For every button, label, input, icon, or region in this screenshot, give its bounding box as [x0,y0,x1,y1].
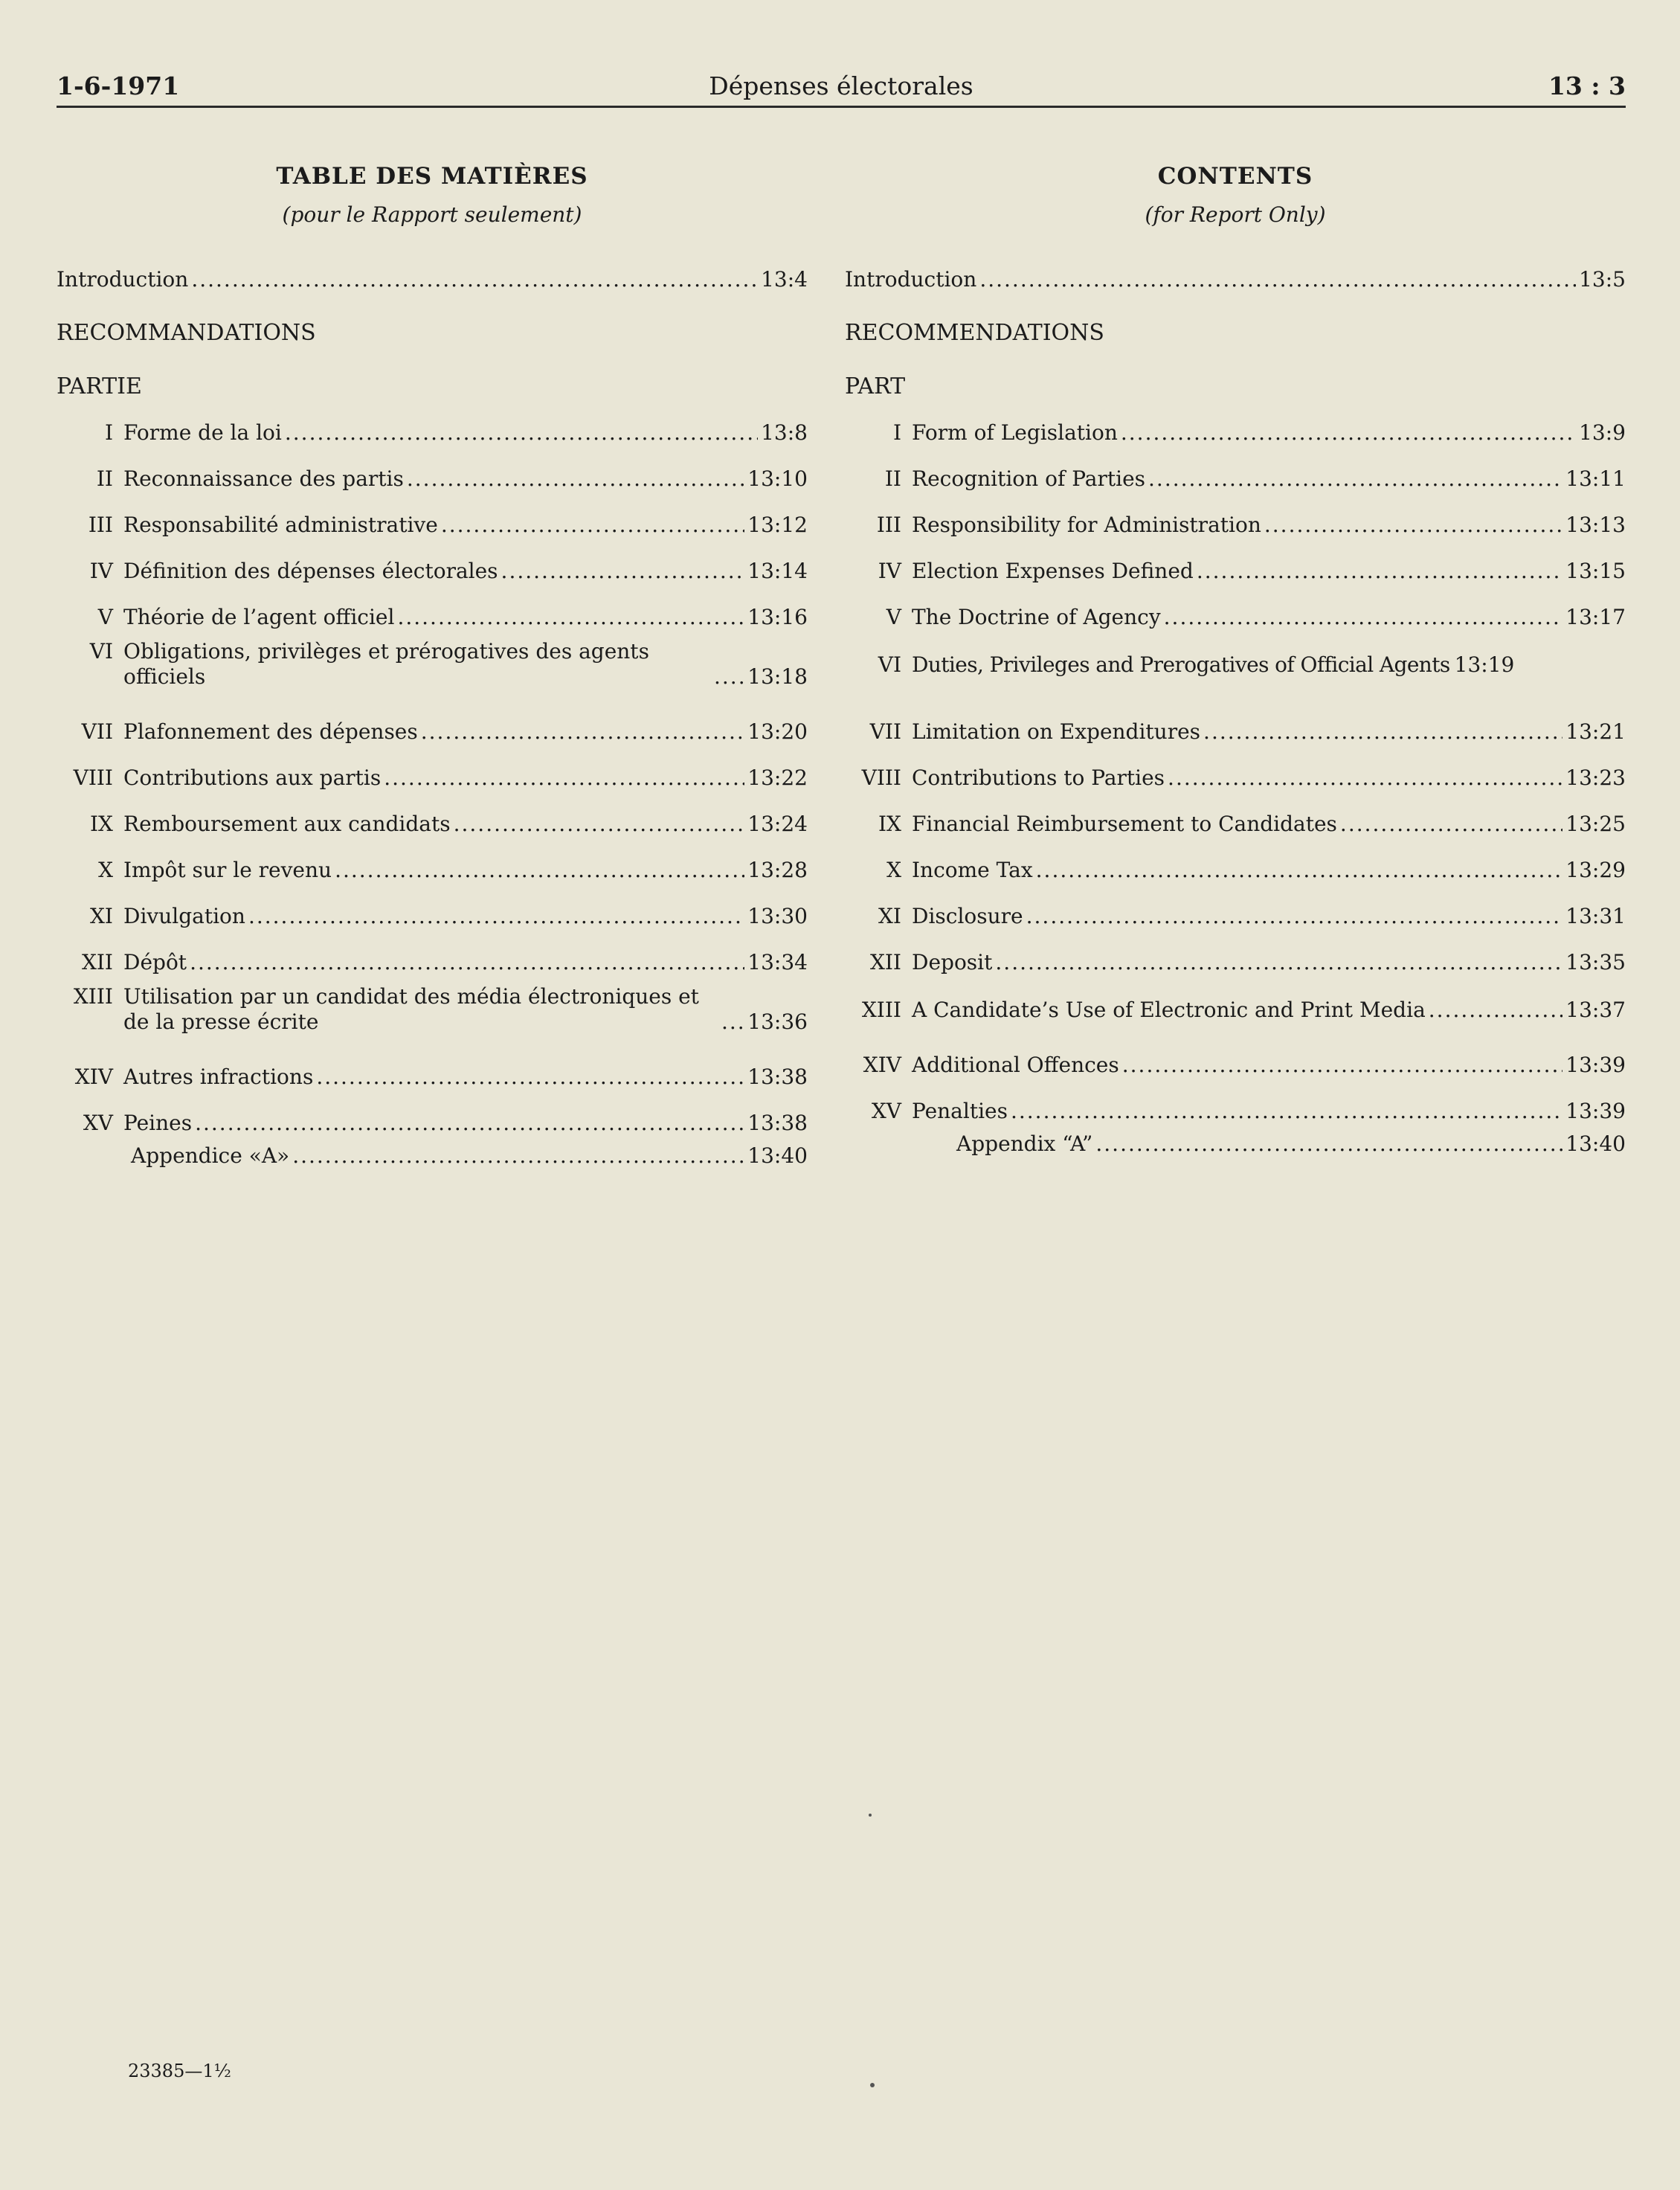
toc-entry-label: Divulgation [123,904,245,928]
section-label-recommendations: RECOMMANDATIONS [57,320,316,346]
leader-dots [441,513,744,538]
part-number: VIII [73,765,113,790]
scan-speck [870,2083,875,2087]
toc-entry-label: Introduction [57,267,189,292]
toc-entry-part-3 [845,492,1626,538]
toc-entry-page: 13:5 [1579,267,1626,292]
part-number: VII [81,719,113,744]
toc-entry-page: 13:14 [747,559,808,583]
toc-entry-page: 13:38 [747,1111,808,1135]
toc-entry-label: Duties, Privileges and Prerogatives of Official Agents [912,652,1450,677]
toc-entry-page: 13:15 [1565,559,1626,583]
toc-entry-label: Additional Offences [912,1053,1119,1077]
toc-entry-label: Recognition of Parties [912,466,1146,491]
leader-dots [190,950,744,975]
leader-dots [1026,904,1563,929]
toc-entry-label: Introduction [845,267,977,292]
toc-entry-part-15 [845,1078,1626,1124]
section-label-part: PART [845,373,906,399]
leader-dots [1168,765,1562,791]
toc-entry-page: 13:20 [747,719,808,744]
leader-dots [1340,812,1562,837]
toc-entry-page: 13:11 [1565,466,1626,491]
part-number: XIII [73,984,113,1009]
toc-entry-label: Obligations, privilèges et prérogatives des agents officiels [123,639,649,689]
toc-entry-page: 13:18 [747,664,808,689]
toc-entry-page: 13:22 [747,765,808,790]
part-number: I [104,420,113,445]
part-number: XII [81,950,113,974]
toc-entry-label: Reconnaissance des partis [123,466,404,491]
toc-column-english [845,160,1626,1157]
toc-entry-part-2 [57,446,808,492]
toc-entry-part-8 [57,745,808,791]
toc-entry-part-1 [57,399,808,446]
part-number: III [88,513,113,537]
leader-dots [384,765,744,791]
toc-entry-label: Disclosure [912,904,1023,928]
toc-entry-page: 13:12 [747,513,808,537]
toc-entry-part-13 [845,975,1626,1044]
toc-entry-part-9 [57,791,808,837]
leader-dots [195,1111,744,1136]
toc-entry-part-6 [57,630,808,699]
toc-entry-page: 13:25 [1565,812,1626,836]
toc-entry-appendix [845,1124,1626,1157]
toc-entry-label: Contributions aux partis [123,765,382,790]
leader-dots [1429,998,1563,1023]
toc-entry-label: Appendix “A” [956,1131,1093,1156]
part-number: XIV [74,1065,113,1089]
toc-entry-part-14 [845,1044,1626,1078]
toc-entry-label: Autres infractions [123,1065,314,1089]
leader-dots [285,420,758,446]
toc-entry-introduction [845,245,1626,292]
toc-entry-part-13 [57,975,808,1044]
toc-entry-page: 13:4 [761,267,808,292]
toc-entry-label: Responsabilité administrative [123,513,438,537]
toc-entry-appendix [57,1136,808,1169]
part-number: VIII [861,765,901,790]
leader-dots [421,719,745,745]
toc-entry-page: 13:23 [1565,765,1626,790]
toc-column-french [57,160,808,1169]
toc-entry-page: 13:16 [747,605,808,629]
toc-entry-label: Income Tax [912,858,1033,882]
leader-dots [292,1143,744,1169]
toc-entry-page: 13:8 [761,420,808,445]
part-number: V [886,605,901,629]
toc-entry-label: Election Expenses Defined [912,559,1194,583]
toc-entry-part-5 [57,584,808,630]
section-label-part: PARTIE [57,373,142,399]
section-label-recommendations: RECOMMENDATIONS [845,320,1104,346]
part-number: IV [878,559,901,583]
toc-entry-page: 13:34 [747,950,808,974]
header-date: 1-6-1971 [57,71,180,100]
leader-dots [714,664,744,690]
part-number: VII [869,719,901,744]
toc-entry-page: 13:13 [1565,513,1626,537]
toc-entry-part-10 [845,837,1626,883]
toc-entry-page: 13:37 [1565,998,1626,1022]
toc-entry-part-14 [57,1044,808,1090]
part-number: XIII [861,998,901,1022]
leader-dots [1148,466,1562,492]
part-number: III [876,513,901,537]
header-rule [57,106,1626,108]
toc-entry-label: Dépôt [123,950,187,974]
toc-entry-part-12 [845,929,1626,975]
toc-entry-label: Peines [123,1111,193,1135]
toc-entry-label: Forme de la loi [123,420,282,445]
header-page-number: 13 : 3 [1548,71,1626,100]
toc-entry-page: 13:28 [747,858,808,882]
toc-entry-part-8 [845,745,1626,791]
toc-entry-part-3 [57,492,808,538]
part-number: IX [878,812,901,836]
toc-entry-page: 13:39 [1565,1053,1626,1077]
part-number: VI [89,639,113,664]
toc-entry-label: Contributions to Parties [912,765,1165,790]
toc-entry-label: Impôt sur le revenu [123,858,332,882]
toc-entry-page: 13:24 [747,812,808,836]
part-number: II [96,466,113,491]
part-number: V [97,605,113,629]
toc-entry-label: Définition des dépenses électorales [123,559,498,583]
toc-entry-label: Appendice «A» [131,1143,290,1168]
leader-dots [1164,605,1563,630]
header-title: Dépenses électorales [709,71,973,100]
leader-dots [1197,559,1562,584]
footer-print-code: 23385—1½ [128,2061,231,2081]
toc-entry-page: 13:9 [1579,420,1626,445]
toc-entry-part-11 [57,883,808,929]
toc-entry-page: 13:39 [1565,1099,1626,1123]
toc-entry-label: Remboursement aux candidats [123,812,451,836]
toc-entry-label: Financial Reimbursement to Candidates [912,812,1337,836]
toc-entry-page: 13:35 [1565,950,1626,974]
part-number: X [886,858,901,882]
toc-entry-part-7 [845,699,1626,745]
leader-dots [407,466,744,492]
part-number: X [98,858,113,882]
part-number: IX [90,812,113,836]
leader-dots [1036,858,1563,883]
toc-entry-page: 13:30 [747,904,808,928]
toc-entry-part-9 [845,791,1626,837]
toc-subtitle: (for Report Only) [1145,202,1326,227]
toc-entry-part-1 [845,399,1626,446]
toc-entry-label: Plafonnement des dépenses [123,719,418,744]
toc-entry-part-11 [845,883,1626,929]
leader-dots [721,1009,744,1035]
toc-entry-label: Limitation on Expenditures [912,719,1201,744]
leader-dots [1095,1131,1562,1157]
leader-dots [1121,420,1576,446]
leader-dots [1011,1099,1562,1124]
part-number: IV [89,559,113,583]
leader-dots [501,559,745,584]
leader-dots [191,267,758,292]
part-number: I [892,420,901,445]
toc-entry-part-12 [57,929,808,975]
toc-entry-page: 13:21 [1565,719,1626,744]
part-number: XI [90,904,113,928]
toc-subtitle: (pour le Rapport seulement) [282,202,582,227]
toc-entry-label: The Doctrine of Agency [912,605,1161,629]
part-number: XV [871,1099,901,1123]
part-number: XV [83,1111,113,1135]
part-number: XIV [863,1053,901,1077]
leader-dots [995,950,1562,975]
part-number: II [884,466,901,491]
leader-dots [1203,719,1562,745]
toc-entry-label: A Candidate’s Use of Electronic and Print Media [912,998,1426,1022]
toc-entry-part-15 [57,1090,808,1136]
toc-entry-label: Deposit [912,950,993,974]
toc-entry-page: 13:40 [1565,1131,1626,1156]
toc-entry-label: Penalties [912,1099,1008,1123]
toc-heading: CONTENTS [1157,163,1313,190]
part-number: VI [878,652,901,677]
toc-entry-part-4 [845,538,1626,584]
toc-entry-page: 13:10 [747,466,808,491]
toc-entry-page: 13:38 [747,1065,808,1089]
toc-entry-page: 13:31 [1565,904,1626,928]
toc-entry-label: Responsibility for Administration [912,513,1261,537]
toc-entry-page: 13:36 [747,1009,808,1034]
toc-entry-part-7 [57,699,808,745]
toc-entry-part-4 [57,538,808,584]
toc-heading: TABLE DES MATIÈRES [276,163,588,190]
part-number: XI [878,904,901,928]
toc-entry-part-2 [845,446,1626,492]
leader-dots [397,605,744,630]
page-header [57,71,1626,110]
leader-dots [316,1065,744,1090]
toc-entry-label: Utilisation par un candidat des média électroniques et de la presse écrite [123,984,699,1034]
toc-entry-page: 13:19 [1454,652,1515,677]
leader-dots [335,858,744,883]
leader-dots [1122,1053,1563,1078]
toc-entry-label: Théorie de l’agent officiel [123,605,395,629]
toc-entry-label: Form of Legislation [912,420,1118,445]
part-number: XII [869,950,901,974]
scan-speck [869,1814,872,1817]
toc-entry-introduction [57,245,808,292]
toc-entry-page: 13:17 [1565,605,1626,629]
leader-dots [979,267,1576,292]
leader-dots [454,812,745,837]
toc-entry-part-5 [845,584,1626,630]
toc-entry-part-6 [845,630,1626,699]
toc-entry-page: 13:29 [1565,858,1626,882]
leader-dots [1264,513,1562,538]
toc-entry-page: 13:40 [747,1143,808,1168]
toc-entry-part-10 [57,837,808,883]
leader-dots [248,904,744,929]
